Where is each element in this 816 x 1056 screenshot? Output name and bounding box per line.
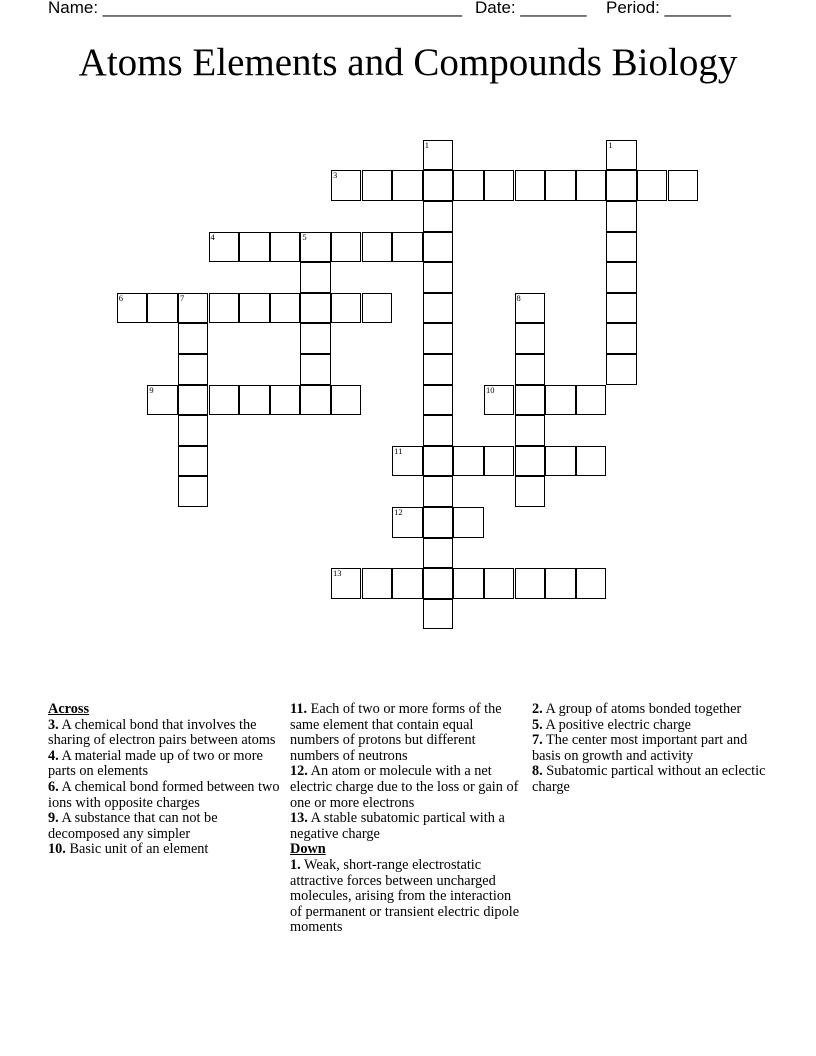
clue-number: 4: [210, 231, 215, 242]
crossword-cell[interactable]: [392, 568, 423, 599]
clue-text: Subatomic partical without an eclectic charge: [532, 763, 766, 795]
date-field[interactable]: Date: _______: [475, 0, 587, 17]
crossword-cell[interactable]: [331, 568, 362, 599]
clue-number-label: 3.: [48, 716, 59, 733]
clue-text: A stable subatomic partical with a negative charge: [290, 810, 505, 842]
clue-text: A group of atoms bonded together: [542, 701, 742, 717]
clue-number-label: 2.: [532, 701, 543, 717]
crossword-cell[interactable]: [453, 170, 484, 201]
clue-text: Basic unit of an element: [65, 841, 209, 858]
clue-number-label: 10.: [48, 841, 66, 858]
clue-number: 10: [485, 384, 495, 395]
clue-number: 1: [608, 139, 613, 150]
clue-item: [290, 811, 526, 842]
crossword-cell[interactable]: [239, 293, 270, 324]
crossword-cell[interactable]: [178, 323, 209, 354]
crossword-cell[interactable]: [545, 568, 576, 599]
clue-item: [48, 811, 284, 842]
crossword-cell[interactable]: [423, 262, 454, 293]
crossword-cell[interactable]: [178, 385, 209, 416]
clue-item: [48, 749, 284, 780]
clue-text: Each of two or more forms of the same element that contain equal numbers of protons but different numbers of neutrons: [290, 701, 502, 764]
crossword-cell[interactable]: [331, 232, 362, 263]
clue-section-heading: Down: [290, 841, 326, 858]
clue-number: 3: [332, 170, 338, 181]
crossword-cell[interactable]: [178, 415, 209, 446]
crossword-cell[interactable]: [637, 170, 668, 201]
clue-item: [290, 764, 526, 811]
crossword-cell[interactable]: [300, 232, 331, 263]
crossword-cell[interactable]: [606, 232, 637, 263]
clue-item: [532, 718, 768, 734]
clue-number: 9: [149, 384, 154, 395]
crossword-cell[interactable]: [147, 385, 178, 416]
crossword-cell[interactable]: [423, 446, 454, 477]
crossword-cell[interactable]: [545, 385, 576, 416]
crossword-cell[interactable]: [453, 446, 484, 477]
crossword-cell[interactable]: [423, 507, 454, 538]
period-field[interactable]: Period: _______: [606, 0, 731, 17]
crossword-cell[interactable]: [606, 201, 637, 232]
crossword-cell[interactable]: [300, 354, 331, 385]
clue-item: [48, 718, 284, 749]
crossword-cell[interactable]: [484, 170, 515, 201]
crossword-cell[interactable]: [423, 293, 454, 324]
crossword-cell[interactable]: [239, 385, 270, 416]
clue-number-label: 9.: [48, 810, 59, 827]
clue-text: Weak, short-range electrostatic attractive forces between uncharged molecules, arising from the interaction of permanent or transient electric dipole moments: [290, 856, 520, 936]
crossword-cell[interactable]: [453, 507, 484, 538]
crossword-cell[interactable]: [423, 476, 454, 507]
clue-number: 11: [394, 445, 403, 456]
crossword-cell[interactable]: [147, 293, 178, 324]
clue-section-heading: Across: [48, 701, 90, 717]
crossword-cell[interactable]: [178, 293, 209, 324]
crossword-cell[interactable]: [178, 476, 209, 507]
crossword-cell[interactable]: [606, 170, 637, 201]
crossword-cell[interactable]: [362, 293, 393, 324]
crossword-cell[interactable]: [270, 385, 301, 416]
clues-column-3: [532, 702, 768, 796]
clue-number-label: 6.: [48, 778, 59, 795]
crossword-cell[interactable]: [423, 385, 454, 416]
clue-text: A chemical bond formed between two ions with opposite charges: [48, 778, 280, 811]
clue-number: 12: [394, 507, 403, 518]
crossword-cell[interactable]: [209, 293, 240, 324]
crossword-cell[interactable]: [606, 262, 637, 293]
crossword-cell[interactable]: [576, 568, 607, 599]
crossword-cell[interactable]: [423, 140, 454, 171]
crossword-cell[interactable]: [209, 385, 240, 416]
clue-number: 6: [118, 292, 123, 303]
crossword-cell[interactable]: [453, 568, 484, 599]
clue-number: 8: [516, 292, 521, 303]
clue-number-label: 1.: [290, 856, 301, 873]
crossword-cell[interactable]: [331, 293, 362, 324]
crossword-cell[interactable]: [331, 170, 362, 201]
crossword-cell[interactable]: [545, 170, 576, 201]
crossword-cell[interactable]: [668, 170, 699, 201]
clue-text: A substance that can not be decomposed any simpler: [48, 810, 218, 842]
crossword-cell[interactable]: [178, 354, 209, 385]
crossword-cell[interactable]: [515, 415, 546, 446]
name-field[interactable]: Name: ______________________________________: [48, 0, 463, 17]
crossword-cell[interactable]: [239, 232, 270, 263]
crossword-cell[interactable]: [300, 385, 331, 416]
crossword-cell[interactable]: [515, 476, 546, 507]
crossword-cell[interactable]: [270, 232, 301, 263]
clues-column-2: [290, 702, 526, 936]
crossword-cell[interactable]: [484, 568, 515, 599]
crossword-cell[interactable]: [178, 446, 209, 477]
crossword-cell[interactable]: [209, 232, 240, 263]
clue-item: [48, 842, 284, 858]
clues-column-1: [48, 702, 284, 858]
clue-item: [290, 858, 526, 936]
crossword-cell[interactable]: [423, 415, 454, 446]
crossword-cell[interactable]: [515, 323, 546, 354]
crossword-cell[interactable]: [362, 170, 393, 201]
crossword-cell[interactable]: [423, 232, 454, 263]
crossword-cell[interactable]: [300, 262, 331, 293]
crossword-cell[interactable]: [545, 446, 576, 477]
crossword-cell[interactable]: [515, 354, 546, 385]
clue-number: 7: [179, 292, 185, 303]
crossword-cell[interactable]: [576, 385, 607, 416]
crossword-cell[interactable]: [576, 170, 607, 201]
crossword-cell[interactable]: [392, 232, 423, 263]
clue-number-label: 5.: [532, 716, 543, 733]
crossword-cell[interactable]: [423, 201, 454, 232]
crossword-cell[interactable]: [606, 140, 637, 171]
crossword-cell[interactable]: [606, 323, 637, 354]
crossword-cell[interactable]: [606, 354, 637, 385]
clue-item: [532, 733, 768, 764]
crossword-cell[interactable]: [117, 293, 148, 324]
crossword-cell[interactable]: [392, 446, 423, 477]
clue-text: An atom or molecule with a net electric charge due to the loss or gain of one or more electrons: [290, 763, 519, 811]
crossword-cell[interactable]: [423, 599, 454, 630]
crossword-cell[interactable]: [515, 446, 546, 477]
clue-item: [48, 780, 284, 811]
crossword-cell[interactable]: [606, 293, 637, 324]
crossword-cell[interactable]: [331, 385, 362, 416]
page-title: Atoms Elements and Compounds Biology: [78, 41, 738, 84]
crossword-cell[interactable]: [392, 507, 423, 538]
clue-number: 13: [332, 568, 342, 579]
clue-text: The center most important part and basis on growth and activity: [532, 732, 748, 764]
crossword-cell[interactable]: [362, 568, 393, 599]
clue-number: 5: [302, 231, 307, 242]
crossword-cell[interactable]: [484, 446, 515, 477]
crossword-cell[interactable]: [515, 568, 546, 599]
clue-item: [532, 702, 768, 718]
clue-item: [290, 702, 526, 764]
crossword-cell[interactable]: [392, 170, 423, 201]
clue-text: A material made up of two or more parts on elements: [48, 747, 263, 780]
crossword-cell[interactable]: [423, 538, 454, 569]
clue-text: A positive electric charge: [542, 716, 691, 733]
clue-number: 1: [424, 139, 429, 150]
clue-item: [532, 764, 768, 795]
crossword-cell[interactable]: [515, 293, 546, 324]
crossword-cell[interactable]: [423, 354, 454, 385]
clue-text: A chemical bond that involves the sharing of electron pairs between atoms: [48, 716, 276, 749]
crossword-cell[interactable]: [423, 170, 454, 201]
clue-number-label: 12.: [290, 763, 308, 780]
crossword-cell[interactable]: [423, 568, 454, 599]
crossword-cell[interactable]: [515, 170, 546, 201]
clue-number-label: 7.: [532, 732, 543, 749]
crossword-cell[interactable]: [270, 293, 301, 324]
crossword-cell[interactable]: [362, 232, 393, 263]
crossword-cell[interactable]: [423, 323, 454, 354]
clue-number-label: 4.: [48, 747, 59, 764]
clue-number-label: 8.: [532, 763, 543, 780]
crossword-cell[interactable]: [300, 293, 331, 324]
crossword-cell[interactable]: [300, 323, 331, 354]
clue-number-label: 13.: [290, 810, 308, 827]
clue-number-label: 11.: [290, 701, 308, 717]
crossword-cell[interactable]: [576, 446, 607, 477]
crossword-cell[interactable]: [515, 385, 546, 416]
crossword-cell[interactable]: [484, 385, 515, 416]
